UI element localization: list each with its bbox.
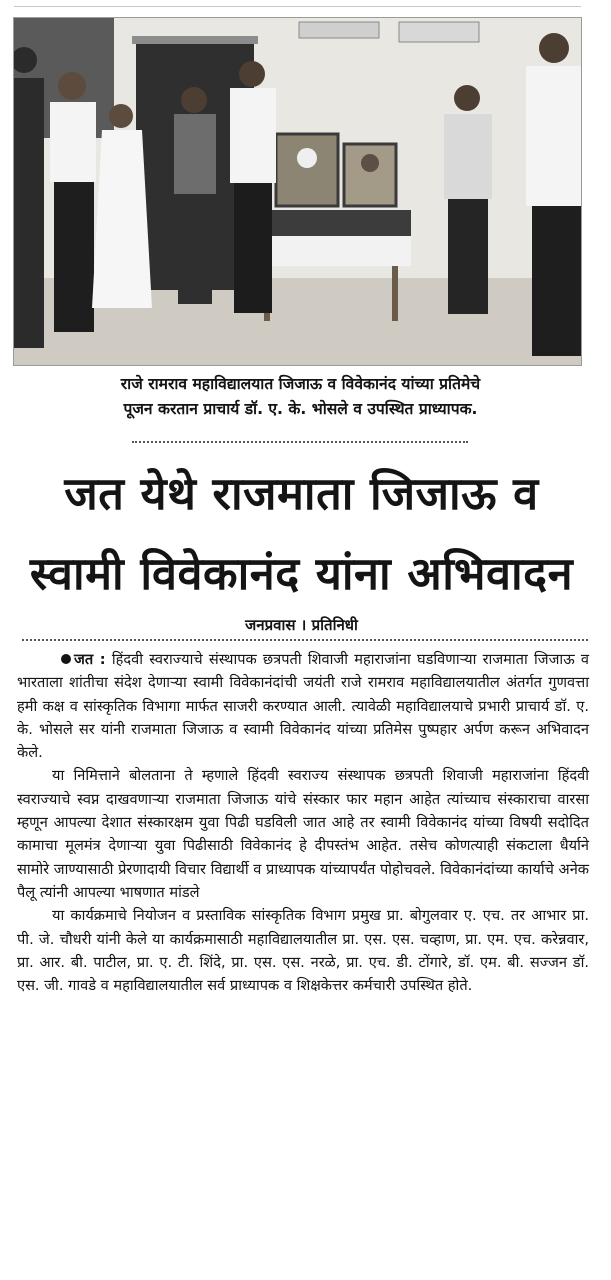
byline-separator — [22, 639, 588, 641]
photo-caption — [13, 372, 588, 422]
paragraph-1 — [17, 648, 589, 764]
photo-caption-line-2: पूजन करतान प्राचार्य डॉ. ए. के. भोसले व उपस्थित प्राध्यापक. — [123, 400, 478, 418]
headline-line-2: स्वामी विवेकानंद यांना अभिवादन — [29, 547, 574, 600]
dotted-separator — [132, 441, 468, 443]
headline-line-1: जत येथे राजमाता जिजाऊ व — [64, 467, 539, 520]
event-photo-illustration — [14, 18, 581, 365]
photo-caption-line-1: राजे रामराव महाविद्यालयात जिजाऊ व विवेकानंद यांच्या प्रतिमेचे — [120, 375, 481, 393]
paragraph-2: या निमित्ताने बोलताना ते म्हणाले हिंदवी स्वराज्य संस्थापक छत्रपती शिवाजी महाराजांना हिंदवी स्वराज्याचे स्वप्न दाखवणाऱ्या राजमाता जिजाऊ यांचे संस्कार फार महान आहेत त्यांच्याच संस्काराचा वारसा म्हणून आपल्या देशात संस्कारक्षम युवा पिढी घडविली जात आहे तर स्वामी विवेकानंद यांच्या विषयी सदोदित कामाचा मूलमंत्र देणाऱ्या युवा पिढीसाठी विवेकानंद हे दीपस्तंभ आहेत. तसेच कोणत्याही संकटाला धैर्याने सामोरे जाण्यासाठी प्रेरणादायी विचार विद्यार्थी व प्राध्यापक यांच्यापर्यंत पोहोचवले. विवेकानंदांच्या कार्याचे अनेक पैलू त्यांनी आपल्या भाषणात मांडले — [17, 767, 589, 901]
paragraph-1-text: हिंदवी स्वराज्याचे संस्थापक छत्रपती शिवाजी महाराजांना घडविणाऱ्या राजमाता जिजाऊ व भारताला शांतीचा संदेश देणाऱ्या स्वामी विवेकानंदांची जयंती राजे रामराव महाविद्यालयातील अंतर्गत गुणवत्ता हमी कक्ष व सांस्कृतिक विभागा मार्फत साजरी करण्यात आली. त्यावेळी महाविद्यालयाचे प्रभारी प्राचार्य डॉ. ए. के. भोसले सर यांनी राजमाता जिजाऊ व स्वामी विवेकानंद यांच्या प्रतिमेस पुष्पहार अर्पण करून अभिवादन केले. — [17, 651, 589, 762]
event-photo — [13, 17, 582, 366]
bullet-icon — [61, 654, 71, 664]
paragraph-3: या कार्यक्रमाचे नियोजन व प्रस्ताविक सांस्कृतिक विभाग प्रमुख प्रा. बोगुलवार ए. एच. तर आभार प्रा. पी. जे. चौधरी यांनी केले या कार्यक्रमासाठी महाविद्यालयातील प्रा. एस. एस. चव्हाण, प्रा. एम. एच. करेन्नवार, प्रा. आर. बी. पाटील, प्रा. ए. टी. शिंदे, प्रा. एस. एस. नरळे, प्रा. एच. डी. टोंगारे, डॉ. एम. बी. सज्जन डॉ. एस. जी. गावडे व महाविद्यालयातील सर्व प्राध्यापक व शिक्षकेत्तर कर्मचारी उपस्थित होते. — [17, 907, 589, 995]
dateline: जत : — [74, 651, 106, 668]
top-rule — [14, 6, 581, 7]
article-body — [17, 648, 589, 997]
byline: जनप्रवास । प्रतिनिधी — [245, 616, 358, 634]
